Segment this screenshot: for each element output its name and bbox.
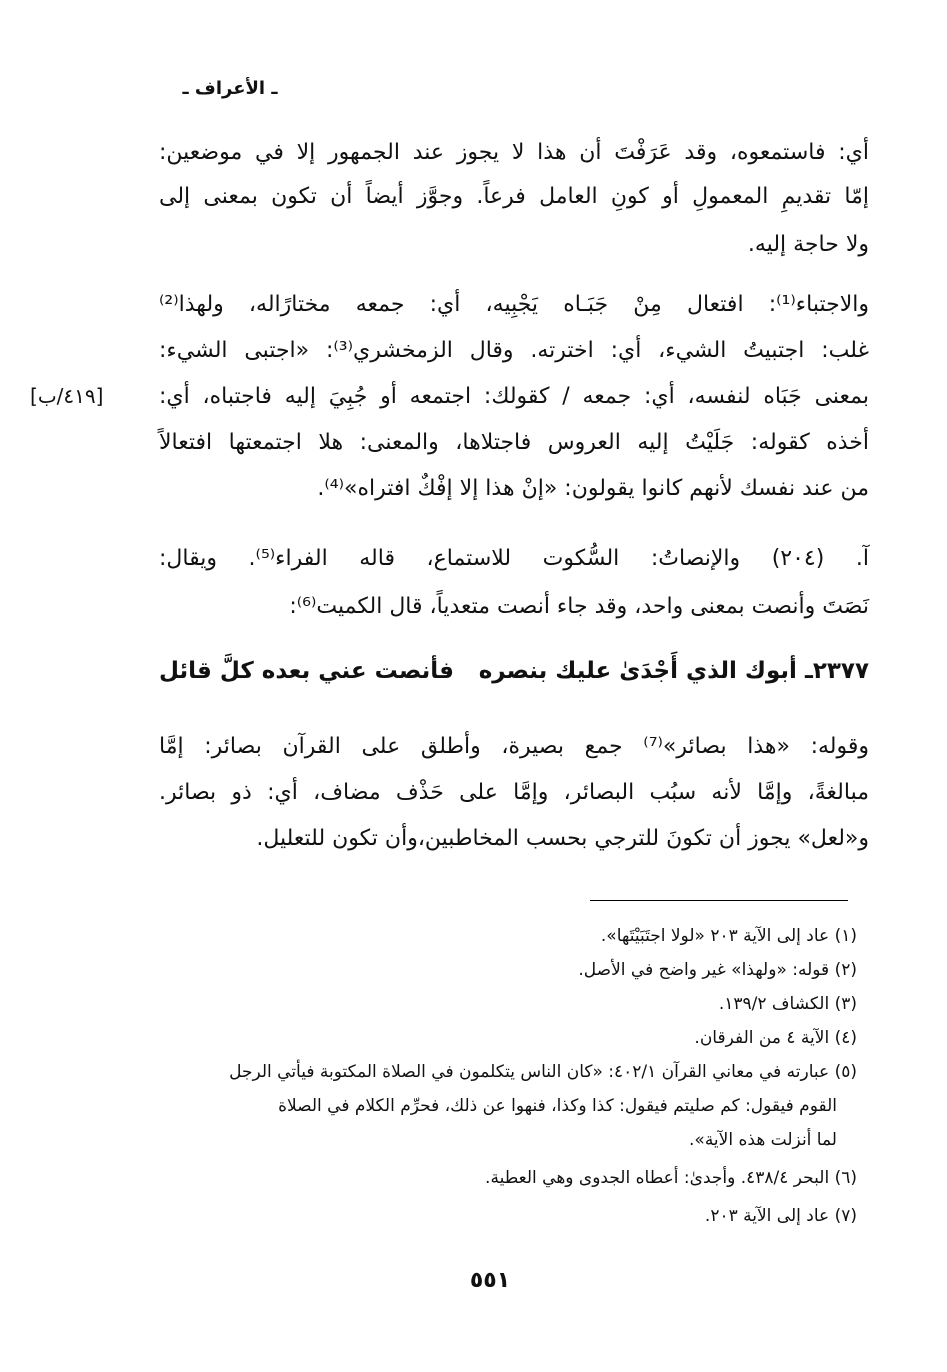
footnote: (٦) البحر ٤٣٨/٤. وأجدىٰ: أعطاه الجدوى وهي العطية. xyxy=(485,1168,857,1188)
text-line: آ. (٢٠٤) والإنصاتُ: السُّكوت للاستماع، قاله الفراء⁽⁵⁾. ويقال: xyxy=(159,546,869,571)
footnote: (١) عاد إلى الآية ٢٠٣ «لولا اجتَبَيْتَها». xyxy=(600,926,857,946)
footnote-continuation: لما أنزلت هذه الآية». xyxy=(689,1130,837,1150)
footnote: (٥) عبارته في معاني القرآن ٤٠٢/١: «كان الناس يتكلمون في الصلاة المكتوبة فيأتي الرجل xyxy=(229,1062,857,1082)
footnote: (٤) الآية ٤ من الفرقان. xyxy=(694,1028,857,1048)
text-line: من عند نفسك لأنهم كانوا يقولون: «إنْ هذا إلا إفْكٌ افتراه»⁽⁴⁾. xyxy=(317,476,869,501)
text-line: أخذه كقوله: جَلَيْتُ إليه العروس فاجتلاها، والمعنى: هلا اجتمعتها افتعالاً xyxy=(159,430,869,455)
text-line: إمّا تقديمِ المعمولِ أو كونِ العامل فرعاً. وجوَّز أيضاً أن تكون بمعنى إلى xyxy=(159,184,869,209)
text-line: وقوله: «هذا بصائر»⁽⁷⁾ جمع بصيرة، وأطلق على القرآن بصائر: إمَّا xyxy=(159,734,869,759)
verse-number: ٢٣٧٧ـ xyxy=(804,658,869,684)
footnote: (٣) الكشاف ١٣٩/٢. xyxy=(718,994,857,1014)
text-line: و«لعل» يجوز أن تكونَ للترجي بحسب المخاطبين،وأن تكون للتعليل. xyxy=(256,826,869,851)
footnote: (٢) قوله: «ولهذا» غير واضح في الأصل. xyxy=(578,960,857,980)
text-line: بمعنى جَبَاه لنفسه، أي: جمعه / كقولك: اجتمعه أو جُبِيَ إليه فاجتباه، أي: xyxy=(159,384,869,409)
footnote-continuation: القوم فيقول: كم صليتم فيقول: كذا وكذا، فنهوا عن ذلك، فحرِّم الكلام في الصلاة xyxy=(278,1096,837,1116)
footnote-separator xyxy=(590,900,848,901)
text-line: أي: فاستمعوه، وقد عَرَفْتَ أن هذا لا يجوز عند الجمهور إلا في موضعين: xyxy=(159,140,869,165)
text-line: والاجتباء⁽¹⁾: افتعال مِنْ جَبَـاه يَجْبِيه، أي: جمعه مختارًاله، ولهذا⁽²⁾ xyxy=(159,292,869,317)
margin-reference: [٤١٩/ب] xyxy=(30,384,104,408)
text-line: نَصَتَ وأنصت بمعنى واحد، وقد جاء أنصت متعدياً، قال الكميت⁽⁶⁾: xyxy=(289,594,869,619)
page-number: ٥٥١ xyxy=(469,1268,511,1293)
text-line: غلب: اجتبيتُ الشيء، أي: اخترته. وقال الزمخشري⁽³⁾: «اجتبى الشيء: xyxy=(159,338,870,363)
footnote: (٧) عاد إلى الآية ٢٠٣. xyxy=(704,1206,857,1226)
text-line: ولا حاجة إليه. xyxy=(747,232,869,257)
verse-second-hemistich: فأنصت عني بعده كلَّ قائل xyxy=(159,658,454,684)
text-line: مبالغةً، وإمَّا لأنه سبُب البصائر، وإمَّا على حَذْف مضاف، أي: ذو بصائر. xyxy=(159,780,869,805)
verse-first-hemistich: ٢٣٧٧ـ أبوك الذي أَجْدَىٰ عليك بنصره xyxy=(478,658,869,684)
running-header: ـ الأعراف ـ xyxy=(182,78,278,99)
